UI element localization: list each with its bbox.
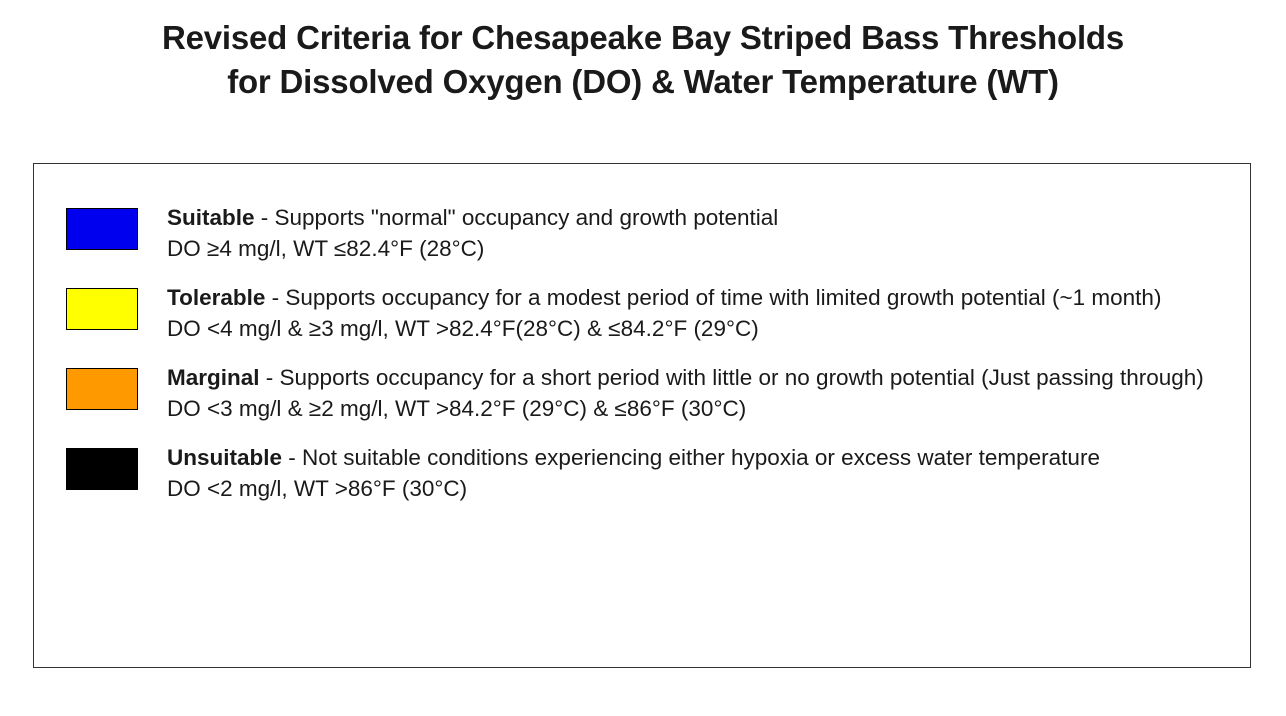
- legend-detail-unsuitable: DO <2 mg/l, WT >86°F (30°C): [167, 476, 468, 502]
- legend-description-tolerable: [167, 282, 1226, 313]
- legend-description-marginal: [167, 362, 1226, 393]
- color-swatch-marginal: [66, 368, 138, 410]
- legend-text-suitable: [167, 202, 1226, 264]
- legend-description-suitable: [167, 202, 1226, 233]
- legend-detail-tolerable: DO <4 mg/l & ≥3 mg/l, WT >82.4°F(28°C) & ≤84.2°F (29°C): [167, 316, 759, 342]
- legend-item-tolerable: [34, 282, 1250, 344]
- page-title-line-2: for Dissolved Oxygen (DO) & Water Temperature (WT): [227, 62, 1059, 100]
- legend-item-marginal: [34, 362, 1250, 424]
- page-title: [0, 0, 1286, 103]
- legend-desc-marginal: - Supports occupancy for a short period with little or no growth potential (Just passing through): [259, 365, 1204, 391]
- legend-detail-marginal: DO <3 mg/l & ≥2 mg/l, WT >84.2°F (29°C) & ≤86°F (30°C): [167, 396, 747, 422]
- legend-text-tolerable: [167, 282, 1226, 344]
- color-swatch-unsuitable: [66, 448, 138, 490]
- legend-label-suitable: Suitable: [167, 205, 255, 230]
- legend-description-unsuitable: [167, 442, 1226, 473]
- legend-label-marginal: Marginal: [167, 365, 260, 391]
- legend-list: [34, 164, 1250, 504]
- legend-text-unsuitable: [167, 442, 1226, 504]
- legend-box: [33, 163, 1251, 668]
- color-swatch-tolerable: [66, 288, 138, 330]
- legend-desc-unsuitable: - Not suitable conditions experiencing either hypoxia or excess water temperature: [282, 445, 1100, 471]
- legend-label-tolerable: Tolerable: [167, 285, 266, 311]
- color-swatch-suitable: [66, 208, 138, 250]
- legend-item-unsuitable: [34, 442, 1250, 504]
- legend-detail-suitable: DO ≥4 mg/l, WT ≤82.4°F (28°C): [167, 236, 485, 262]
- legend-item-suitable: [34, 202, 1250, 264]
- legend-label-unsuitable: Unsuitable: [167, 445, 283, 471]
- page-title-line-1: Revised Criteria for Chesapeake Bay Striped Bass Thresholds: [161, 19, 1125, 56]
- legend-desc-suitable: - Supports "normal" occupancy and growth potential: [254, 205, 779, 230]
- legend-desc-tolerable: - Supports occupancy for a modest period of time with limited growth potential (~1 month): [265, 285, 1162, 311]
- legend-text-marginal: [167, 362, 1226, 424]
